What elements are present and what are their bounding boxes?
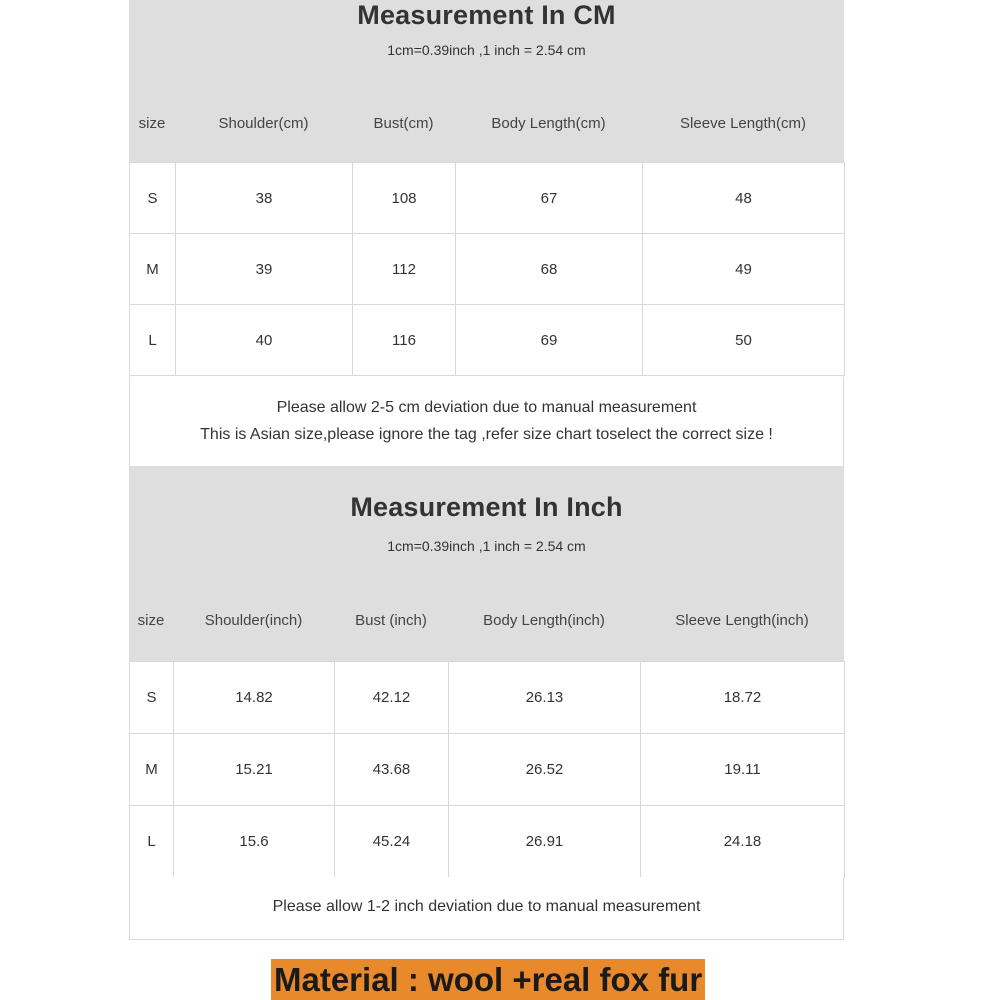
cm-deviation-note: Please allow 2-5 cm deviation due to manual measurement [276,399,697,416]
sleeve-length-cell: 48 [643,163,845,234]
body-length-cell: 67 [456,163,643,234]
cm-data-table [129,162,845,376]
size-cell: S [130,662,174,734]
bust-cell: 116 [353,305,456,376]
shoulder-cell: 39 [176,234,353,305]
inch-header-shoulder: Shoulder(inch) [204,612,303,629]
cm-header-size: size [138,115,166,132]
inch-header-size: size [137,612,165,629]
table-row [130,662,845,734]
cm-header-shoulder: Shoulder(cm) [218,115,309,132]
inch-size-section [129,466,844,915]
cm-header-body-length: Body Length(cm) [491,115,606,132]
sleeve-length-cell: 49 [643,234,845,305]
body-length-cell: 26.91 [449,806,641,878]
bust-cell: 42.12 [335,662,449,734]
bust-cell: 112 [353,234,456,305]
size-cell: L [130,305,176,376]
table-row [130,305,845,376]
cm-note-box [129,377,844,466]
inch-note-box [129,877,844,940]
material-label: Material : wool +real fox fur [271,959,705,1000]
size-cell: S [130,163,176,234]
inch-header-bust: Bust (inch) [355,612,427,629]
bust-cell: 45.24 [335,806,449,878]
inch-table-header [129,466,844,661]
table-row [130,163,845,234]
sleeve-length-cell: 50 [643,305,845,376]
table-row [130,234,845,305]
inch-header-body-length: Body Length(inch) [483,612,605,629]
shoulder-cell: 15.21 [174,734,335,806]
bust-cell: 43.68 [335,734,449,806]
cm-header-bust: Bust(cm) [373,115,434,132]
size-cell: M [130,734,174,806]
sleeve-length-cell: 19.11 [641,734,845,806]
sleeve-length-cell: 24.18 [641,806,845,878]
cm-table-subtitle: 1cm=0.39inch ,1 inch = 2.54 cm [387,42,586,58]
body-length-cell: 68 [456,234,643,305]
bust-cell: 108 [353,163,456,234]
size-cell: M [130,234,176,305]
shoulder-cell: 38 [176,163,353,234]
inch-data-table [129,661,845,878]
sleeve-length-cell: 18.72 [641,662,845,734]
shoulder-cell: 14.82 [174,662,335,734]
cm-table-title: Measurement In CM [357,0,616,30]
table-row [130,734,845,806]
body-length-cell: 26.52 [449,734,641,806]
cm-size-section [129,0,844,443]
body-length-cell: 69 [456,305,643,376]
inch-table-title: Measurement In Inch [350,492,623,522]
cm-header-sleeve-length: Sleeve Length(cm) [680,115,806,132]
shoulder-cell: 40 [176,305,353,376]
asian-size-note: This is Asian size,please ignore the tag ,refer size chart toselect the correct size ! [200,426,773,443]
inch-deviation-note: Please allow 1-2 inch deviation due to manual measurement [272,898,701,915]
inch-table-subtitle: 1cm=0.39inch ,1 inch = 2.54 cm [387,538,586,554]
size-cell: L [130,806,174,878]
body-length-cell: 26.13 [449,662,641,734]
shoulder-cell: 15.6 [174,806,335,878]
table-row [130,806,845,878]
inch-header-sleeve-length: Sleeve Length(inch) [675,612,809,629]
cm-table-header [129,0,844,162]
